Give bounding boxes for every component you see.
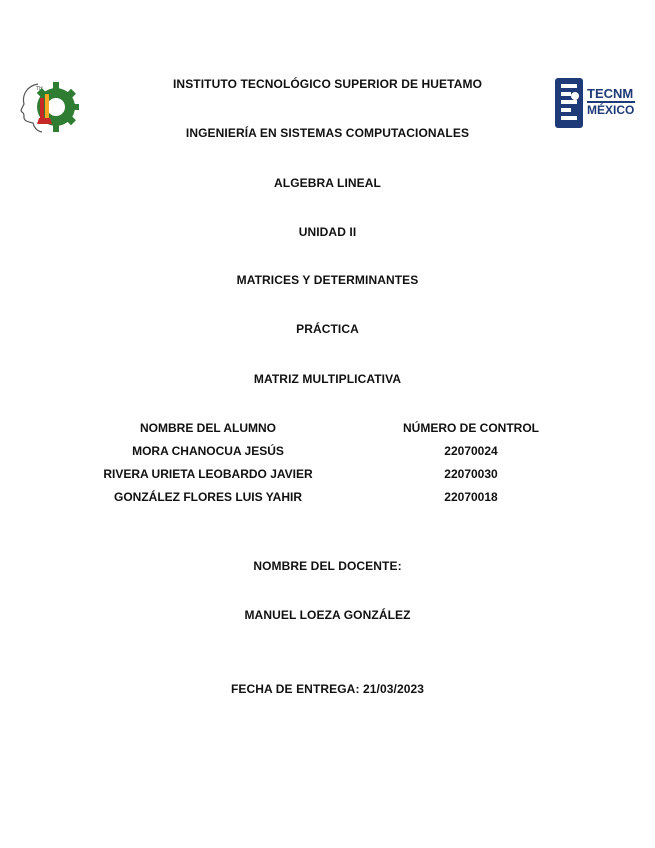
tecnm-label: TECNM (587, 86, 634, 101)
student-name: MORA CHANOCUA JESÚS (132, 444, 284, 458)
unit-name: UNIDAD II (298, 225, 357, 239)
mexico-label: MÉXICO (587, 103, 635, 117)
student-name: RIVERA URIETA LEOBARDO JAVIER (103, 467, 313, 481)
career-name: INGENIERÍA EN SISTEMAS COMPUTACIONALES (185, 126, 470, 140)
topic-name: MATRICES Y DETERMINANTES (236, 273, 419, 287)
teacher-label: NOMBRE DEL DOCENTE: (253, 559, 402, 573)
practice-title: MATRIZ MULTIPLICATIVA (253, 372, 402, 386)
tecnm-text (587, 88, 635, 116)
student-name: GONZÁLEZ FLORES LUIS YAHIR (113, 490, 302, 504)
teacher-name: MANUEL LOEZA GONZÁLEZ (244, 608, 411, 622)
student-control: 22070030 (444, 467, 498, 481)
svg-text:TH: TH (36, 86, 43, 92)
practice-label: PRÁCTICA (296, 322, 359, 336)
name-header: NOMBRE DEL ALUMNO (140, 421, 276, 435)
control-header: NÚMERO DE CONTROL (403, 421, 539, 435)
student-control: 22070018 (444, 490, 498, 504)
subject-name: ALGEBRA LINEAL (274, 176, 381, 190)
institution-name: INSTITUTO TECNOLÓGICO SUPERIOR DE HUETAMO (173, 77, 482, 91)
delivery-date: FECHA DE ENTREGA: 21/03/2023 (230, 682, 425, 696)
student-control: 22070024 (444, 444, 498, 458)
